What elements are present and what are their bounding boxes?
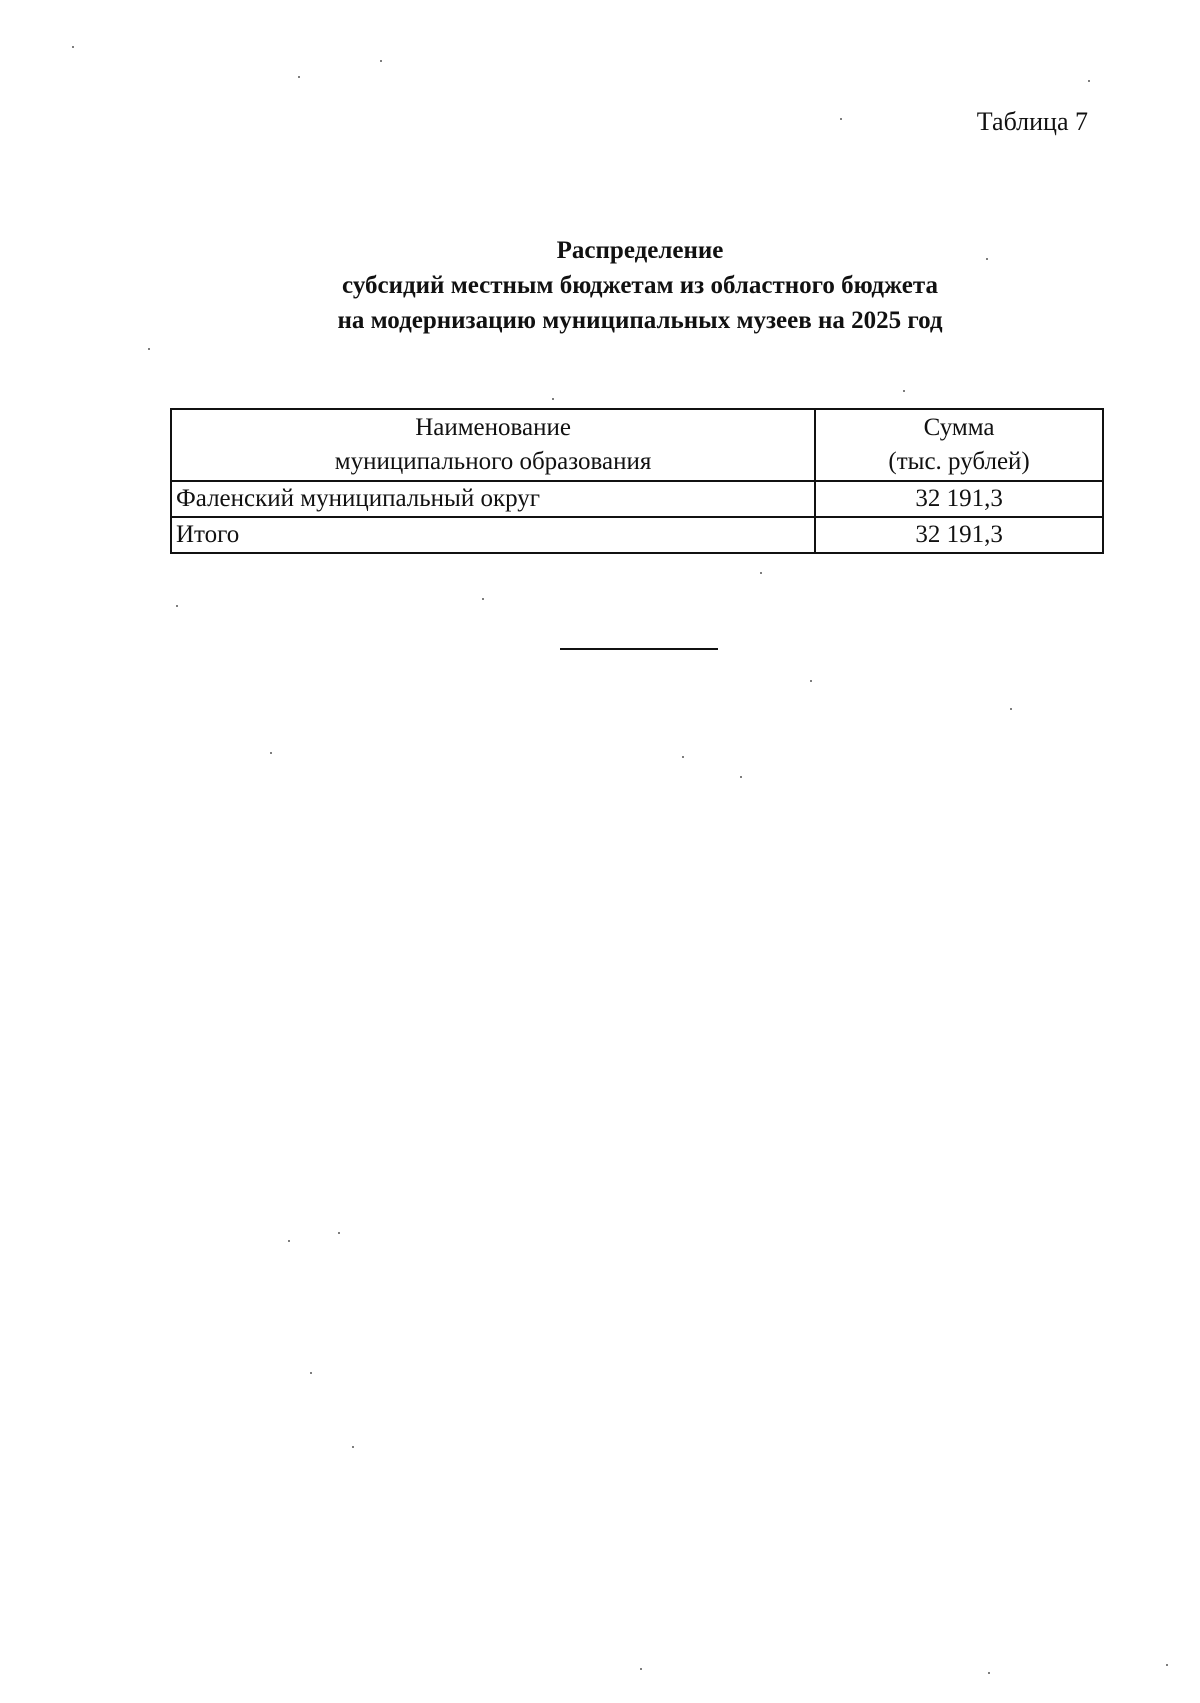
- header-sum-line-1: Сумма: [923, 414, 995, 441]
- document-title: [170, 233, 1110, 338]
- header-municipality-line-2: муниципального образования: [334, 448, 652, 475]
- scan-speck: [72, 46, 74, 48]
- header-municipality-line-1: Наименование: [415, 414, 571, 441]
- scan-speck: [810, 680, 812, 682]
- end-separator-line: [560, 648, 718, 650]
- scan-speck: [552, 398, 554, 400]
- distribution-table: [170, 408, 1104, 554]
- scan-speck: [270, 752, 272, 754]
- table-header-row: [171, 409, 1103, 481]
- scan-speck: [310, 1372, 312, 1374]
- scan-speck: [338, 1232, 340, 1234]
- table-total-row: [171, 517, 1103, 553]
- title-line-3: на модернизацию муниципальных музеев на 2025 год: [337, 307, 943, 334]
- scan-speck: [682, 756, 684, 758]
- table-number: Таблица 7: [976, 107, 1088, 136]
- scan-speck: [1166, 1664, 1168, 1666]
- header-municipality: [171, 409, 815, 481]
- scan-speck: [298, 76, 300, 78]
- title-line-2: субсидий местным бюджетам из областного бюджета: [342, 272, 938, 299]
- scan-speck: [1010, 708, 1012, 710]
- scan-speck: [740, 776, 742, 778]
- scan-speck: [288, 1240, 290, 1242]
- scan-speck: [352, 1446, 354, 1448]
- scan-speck: [1088, 80, 1090, 82]
- scan-speck: [148, 348, 150, 350]
- scan-speck: [986, 258, 988, 260]
- scan-speck: [988, 1672, 990, 1674]
- scan-speck: [176, 605, 178, 607]
- scan-speck: [640, 1668, 642, 1670]
- header-sum: [815, 409, 1103, 481]
- row-sum-value: 32 191,3: [815, 481, 1103, 517]
- header-sum-line-2: (тыс. рублей): [888, 448, 1030, 475]
- scan-speck: [760, 572, 762, 574]
- title-line-1: Распределение: [556, 237, 724, 264]
- scan-speck: [903, 390, 905, 392]
- total-label: Итого: [171, 517, 815, 553]
- total-sum-value: 32 191,3: [815, 517, 1103, 553]
- table-row: [171, 481, 1103, 517]
- scan-speck: [380, 60, 382, 62]
- scan-speck: [482, 598, 484, 600]
- scan-speck: [840, 118, 842, 120]
- row-municipality-name: Фаленский муниципальный округ: [171, 481, 815, 517]
